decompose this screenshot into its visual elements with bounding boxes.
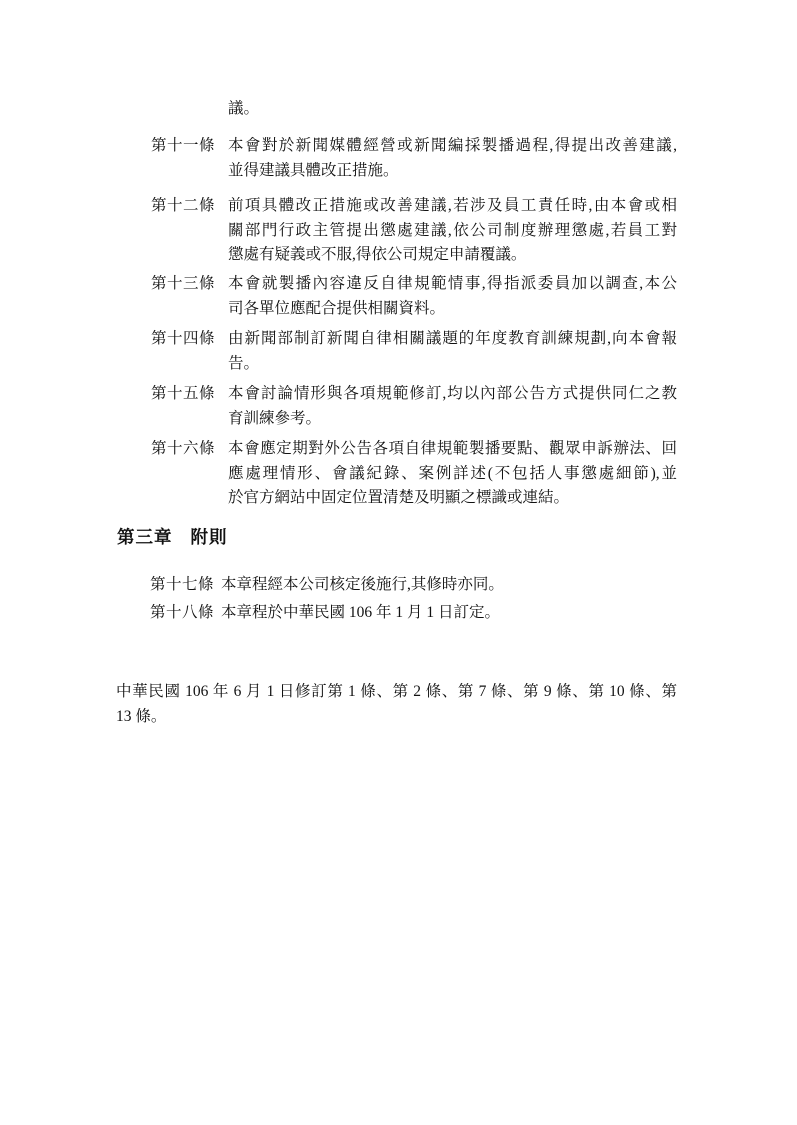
article-11-line-2: 並得建議具體改正措施。: [228, 161, 399, 179]
article-17: [150, 573, 504, 598]
article-16-body: [228, 437, 677, 511]
article-14-number: 第十四條: [151, 330, 216, 347]
amendment-note: [116, 680, 677, 729]
article-15-number: 第十五條: [151, 385, 216, 402]
chapter-3-number: 第三章: [117, 527, 173, 547]
article-13-number: 第十三條: [151, 275, 216, 292]
article-16-line-2: 應處理情形、會議紀錄、案例詳述(不包括人事懲處細節),並: [228, 464, 677, 482]
article-11-body: [228, 134, 677, 183]
article-13: [151, 272, 677, 321]
article-18-number: 第十八條: [150, 604, 215, 621]
article-12: [151, 194, 677, 268]
article-15: [151, 382, 677, 431]
article-13-line-2: 司各單位應配合提供相關資料。: [228, 299, 446, 317]
chapter-3-heading: [117, 524, 228, 550]
article-14-line-2: 告。: [228, 354, 260, 372]
article-12-line-3: 懲處有疑義或不服,得依公司規定申請覆議。: [228, 246, 527, 264]
article-11-number: 第十一條: [151, 137, 216, 154]
article-16-line-1: 本會應定期對外公告各項自律規範製播要點、觀眾申訴辦法、回: [228, 440, 677, 457]
article-14: [151, 327, 677, 376]
article-16: [151, 437, 677, 511]
article-17-number: 第十七條: [150, 576, 215, 593]
article-14-line-1: 由新聞部制訂新聞自律相關議題的年度教育訓練規劃,向本會報: [228, 330, 677, 347]
article-13-line-1: 本會就製播內容違反自律規範情事,得指派委員加以調查,本公: [228, 275, 677, 292]
orphan-continuation-line: 議。: [228, 100, 260, 117]
article-11-line-1: 本會對於新聞媒體經營或新聞編採製播過程,得提出改善建議,: [228, 137, 677, 154]
article-11: [151, 134, 677, 183]
article-16-number: 第十六條: [151, 440, 216, 457]
article-12-number: 第十二條: [151, 197, 216, 214]
article-17-text: 本章程經本公司核定後施行,其修時亦同。: [221, 576, 504, 593]
article-18: [150, 601, 500, 626]
article-13-body: [228, 272, 677, 321]
article-16-line-3: 於官方網站中固定位置清楚及明顯之標識或連結。: [228, 489, 570, 507]
article-15-body: [228, 382, 677, 431]
article-14-body: [228, 327, 677, 376]
article-12-line-2: 關部門行政主管提出懲處建議,依公司制度辦理懲處,若員工對: [228, 221, 677, 239]
article-12-line-1: 前項具體改正措施或改善建議,若涉及員工責任時,由本會或相: [228, 197, 677, 214]
article-15-line-1: 本會討論情形與各項規範修訂,均以內部公告方式提供同仁之教: [228, 385, 677, 402]
chapter-3-title: 附則: [190, 527, 228, 547]
amendment-note-line-1: 中華民國 106 年 6 月 1 日修訂第 1 條、第 2 條、第 7 條、第 9 條、第 10 條、第: [116, 683, 677, 700]
article-12-body: [228, 194, 677, 268]
amendment-note-line-2: 13 條。: [116, 707, 167, 725]
article-15-line-2: 育訓練參考。: [228, 409, 322, 427]
article-18-text: 本章程於中華民國 106 年 1 月 1 日訂定。: [221, 604, 501, 621]
